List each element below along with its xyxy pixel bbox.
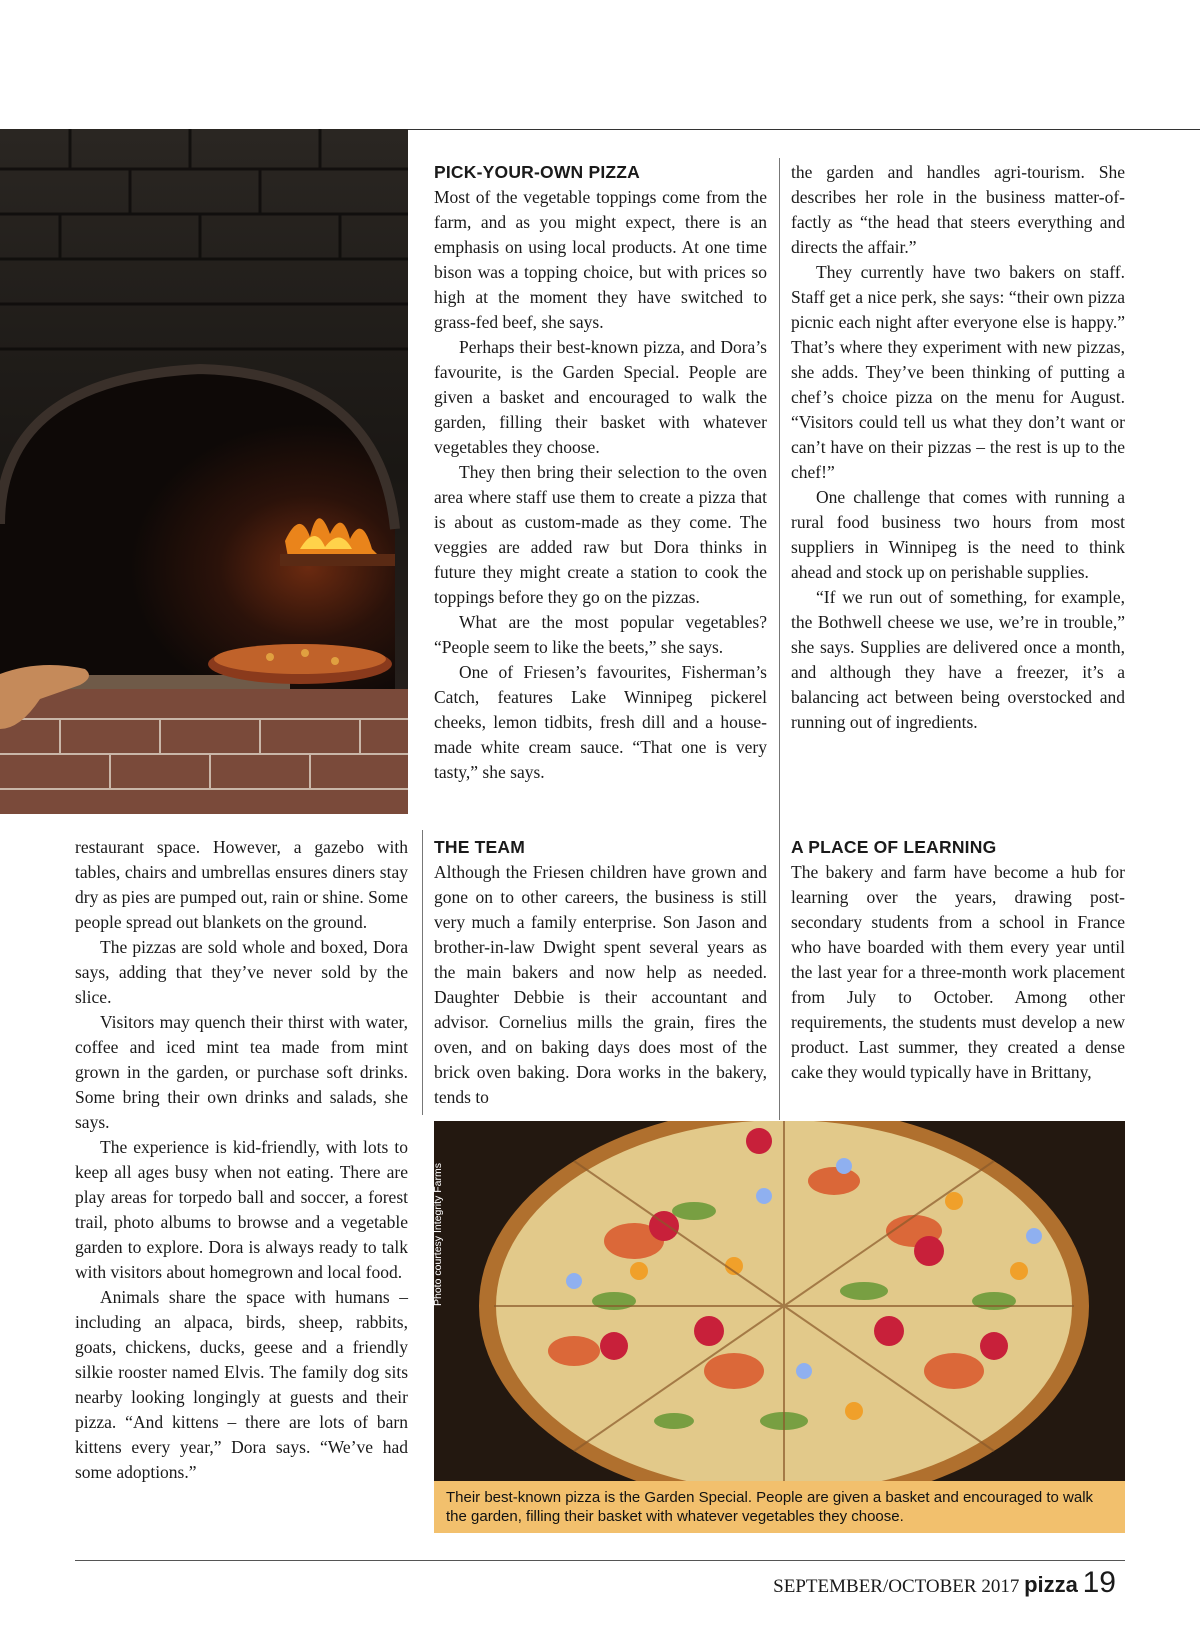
paragraph: They then bring their selection to the oven area where staff use them to create a pizza that is about as custom-made as they come. The veggies are added raw but Dora thinks in future they might create a station to cook the toppings before they go on the pizzas. [434, 462, 767, 607]
paragraph: The experience is kid-friendly, with lots to keep all ages busy when not eating. There are play areas for torpedo ball and soccer, a forest trail, photo albums to browse and a vegetable garden to explore. Dora is always ready to talk with visitors about homegrown and local food. [75, 1137, 408, 1282]
paragraph: “If we run out of something, for example, the Bothwell cheese we use, we’re in trouble,” she says. Supplies are delivered once a month, and although they have a freezer, it’s a balancing act between being overstocked and running out of ingredients. [791, 587, 1125, 732]
section-heading-pick-your-own: PICK-YOUR-OWN PIZZA [434, 162, 641, 182]
section-heading-place-of-learning: A PLACE OF LEARNING [791, 837, 997, 857]
paragraph: restaurant space. However, a gazebo with tables, chairs and umbrellas ensures diners stay dry as pies are pumped out, rain or shine. Some people spread out blankets on the ground. [75, 837, 408, 932]
paragraph: the garden and handles agri-tourism. She describes her role in the business matter-of-factly as “the head that steers everything and directs the affair.” [791, 162, 1125, 257]
garden-special-pizza-photo [434, 1121, 1125, 1481]
paragraph: The pizzas are sold whole and boxed, Dora says, adding that they’ve never sold by the slice. [75, 937, 408, 1007]
photo-credit: Photo courtesy Integrity Farms [432, 1163, 444, 1306]
paragraph: What are the most popular vegetables? “People seem to like the beets,” she says. [434, 612, 767, 657]
paragraph: One of Friesen’s favourites, Fisherman’s Catch, features Lake Winnipeg pickerel cheeks, lemon tidbits, fresh dill and a house-made white cream sauce. “That one is very tasty,” she says. [434, 662, 767, 782]
magazine-name: pizza [1024, 1572, 1078, 1597]
paragraph: Most of the vegetable toppings come from the farm, and as you might expect, there is an emphasis on using local products. At one time bison was a topping choice, but with prices so high at the moment they have switched to grass-fed beef, she says. [434, 187, 767, 332]
pizza-image [434, 1121, 1125, 1481]
top-rule [406, 129, 1200, 130]
column-middle-bottom [434, 835, 767, 1110]
column-middle-top [434, 160, 767, 785]
page-footer [773, 1566, 1116, 1600]
column-divider [779, 158, 780, 1120]
section-heading-the-team: THE TEAM [434, 837, 526, 857]
paragraph: The bakery and farm have become a hub for learning over the years, drawing post-secondary students from a school in France who have boarded with them every year until the last year for a three-month work placement from July to October. Among other requirements, the students must develop a new product. Last summer, they created a dense cake they would typically have in Brittany, [791, 862, 1125, 1082]
brick-oven-image [0, 129, 408, 814]
column-right-top [791, 160, 1125, 735]
issue-date: SEPTEMBER/OCTOBER 2017 [773, 1576, 1020, 1597]
paragraph: Although the Friesen children have grown and gone on to other careers, the business is still very much a family enterprise. Son Jason and brother-in-law Dwight spent several years as the main bakers and now help as needed. Daughter Debbie is their accountant and advisor. Cornelius mills the grain, fires the oven, and on baking days does most of the brick oven baking. Dora works in the bakery, tends to [434, 862, 767, 1107]
paragraph: Perhaps their best-known pizza, and Dora’s favourite, is the Garden Special. People are given a basket and encouraged to walk the garden, filling their basket with whatever vegetables they choose. [434, 337, 767, 457]
page-number: 19 [1082, 1566, 1116, 1599]
paragraph: Animals share the space with humans – including an alpaca, birds, sheep, rabbits, goats, chickens, ducks, geese and a friendly silkie rooster named Elvis. The family dog sits nearby looking longingly at guests and their pizza. “And kittens – there are lots of barn kittens every year,” Dora says. “We’ve had some adoptions.” [75, 1287, 408, 1482]
column-left-bottom [75, 835, 408, 1485]
paragraph: They currently have two bakers on staff. Staff get a nice perk, she says: “their own pizza picnic each night after everyone else is happy.” That’s where they experiment with new pizzas, she adds. They’ve been thinking of putting a chef’s choice pizza on the menu for August. “Visitors could tell us what they don’t want or can’t have on their pizzas – the rest is up to the chef!” [791, 262, 1125, 482]
paragraph: One challenge that comes with running a rural food business two hours from most suppliers in Winnipeg is the need to think ahead and stock up on perishable supplies. [791, 487, 1125, 582]
column-divider [422, 830, 423, 1115]
photo-caption: Their best-known pizza is the Garden Special. People are given a basket and encouraged to walk the garden, filling their basket with whatever vegetables they choose. [434, 1481, 1125, 1533]
column-right-bottom [791, 835, 1125, 1085]
paragraph: Visitors may quench their thirst with water, coffee and iced mint tea made from mint grown in the garden, or purchase soft drinks. Some bring their own drinks and salads, she says. [75, 1012, 408, 1132]
brick-oven-photo [0, 129, 408, 814]
footer-rule [75, 1560, 1125, 1561]
